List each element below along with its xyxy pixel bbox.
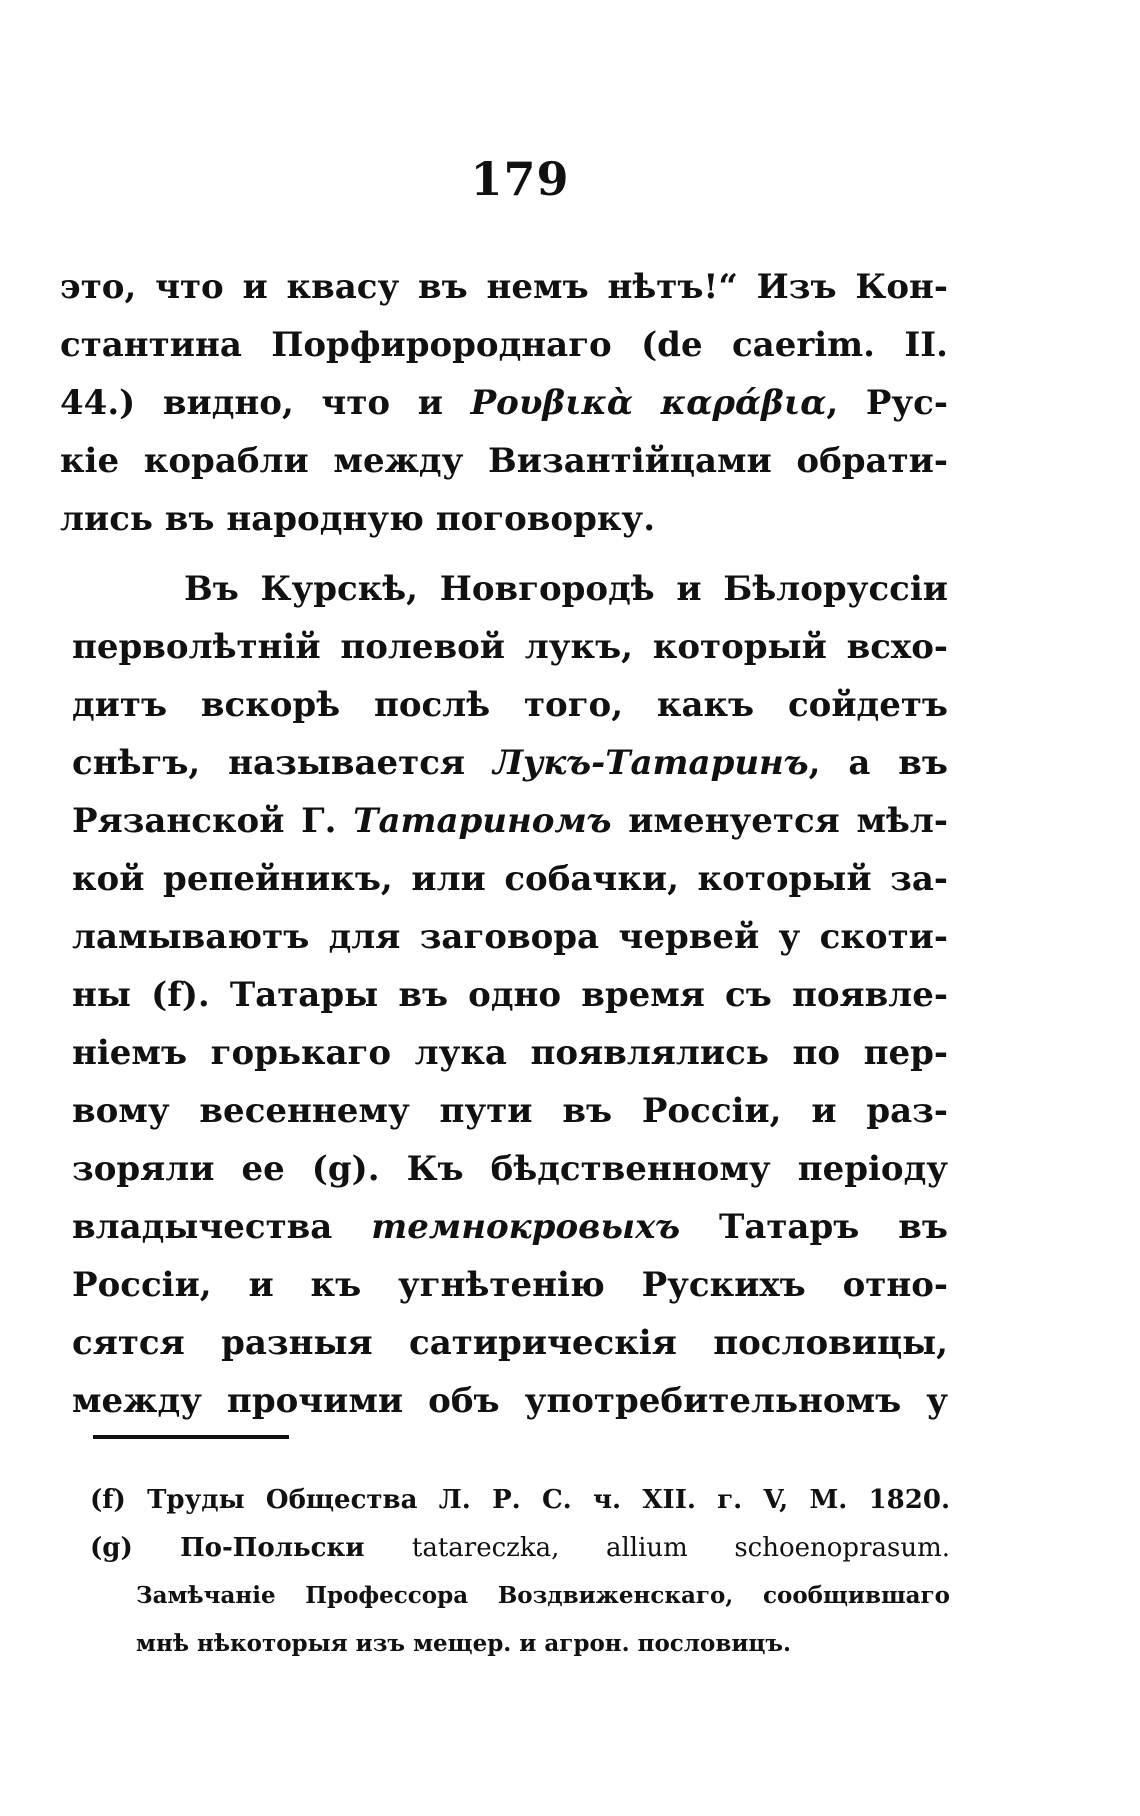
text-line xyxy=(72,734,948,792)
text-line: ны (f). Татары въ одно время съ появле- xyxy=(72,975,948,1015)
text-line: зоряли ее (g). Къ бѣдственному періоду xyxy=(72,1149,948,1189)
italic-term: темнокровыхъ xyxy=(371,1207,681,1247)
text-line: между прочими объ употребительномъ у xyxy=(72,1381,948,1421)
text-line: лись въ народную поговорку. xyxy=(60,499,656,539)
text-line: перволѣтній полевой лукъ, который всхо- xyxy=(72,627,948,667)
text-line: Россіи, и къ угнѣтенію Рускихъ отно- xyxy=(72,1265,948,1305)
footnote-g xyxy=(90,1524,950,1572)
text-run: 44.) видно, что и xyxy=(60,383,471,423)
text-line: дитъ вскорѣ послѣ того, какъ сойдетъ xyxy=(72,685,948,725)
italic-term: Лукъ-Татаринъ xyxy=(492,743,809,783)
footnote-g-continuation: Замѣчаніе Профессора Воздвиженскаго, сообщившаго xyxy=(136,1582,950,1609)
text-run: владычества xyxy=(72,1207,372,1247)
greek-phrase: Ρουβικὰ καράβια xyxy=(470,383,827,423)
text-line: Въ Курскѣ, Новгородѣ и Бѣлоруссіи xyxy=(184,569,948,609)
paragraph-2 xyxy=(72,560,948,1430)
text-line xyxy=(60,374,948,432)
text-line: сятся разныя сатирическія пословицы, xyxy=(72,1323,948,1363)
text-run: , Рус- xyxy=(826,383,948,423)
footnote-g-continuation: мнѣ нѣкоторыя изъ мещер. и агрон. пословицъ. xyxy=(136,1630,792,1657)
paragraph-1 xyxy=(60,258,948,548)
latin-phrase: tatareczka, allium schoenoprasum. xyxy=(411,1533,950,1563)
page-number: 179 xyxy=(470,152,570,206)
text-line xyxy=(72,1198,948,1256)
text-line: стантина Порфиророднаго (de caerim. II. xyxy=(60,325,948,365)
footnote-f: (f) Труды Общества Л. Р. С. ч. XII. г. V, М. 1820. xyxy=(90,1485,950,1515)
text-line xyxy=(72,792,948,850)
footnote-divider xyxy=(93,1435,289,1439)
text-run: , а въ xyxy=(808,743,949,783)
text-run: Рязанской Г. xyxy=(72,801,354,841)
text-run: (g) По-Польски xyxy=(90,1533,412,1563)
text-run: снѣгъ, называется xyxy=(72,743,493,783)
text-line: вому весеннему пути въ Россіи, и раз- xyxy=(72,1091,948,1131)
text-line: ніемъ горькаго лука появлялись по пер- xyxy=(72,1033,948,1073)
text-run: именуется мѣл- xyxy=(611,801,948,841)
footnotes xyxy=(90,1476,950,1668)
text-line: это, что и квасу въ немъ нѣтъ!“ Изъ Кон- xyxy=(60,267,948,307)
text-line: кой репейникъ, или собачки, который за- xyxy=(72,859,948,899)
text-line: кіе корабли между Византійцами обрати- xyxy=(60,441,948,481)
text-run: Татаръ въ xyxy=(680,1207,948,1247)
italic-term: Татариномъ xyxy=(353,801,612,841)
text-line: ламываютъ для заговора червей у скоти- xyxy=(72,917,948,957)
